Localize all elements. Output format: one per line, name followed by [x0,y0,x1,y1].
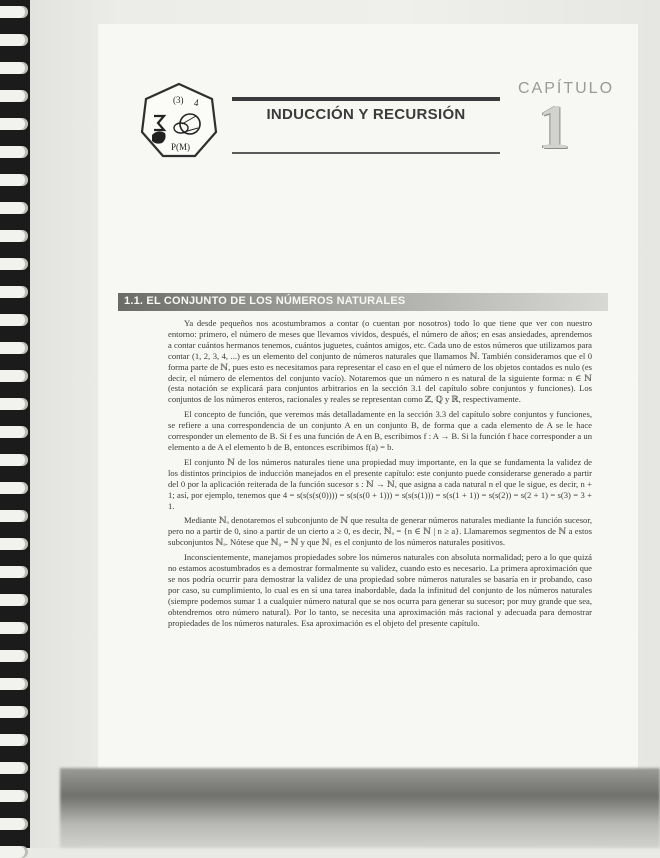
binding-hole [0,622,28,634]
binding-hole [0,650,28,662]
binding-hole [0,762,28,774]
binding-hole [0,594,28,606]
binding-hole [0,790,28,802]
binding-hole [0,510,28,522]
emblem-text-2: 4 [194,98,199,108]
paragraph: Inconscientemente, manejamos propiedades sobre los números naturales con absoluta normalidad; pero a lo que quizá no estamos acostumbrados es a demostrar formalmente su validez, cuando esto es necesario. La primera aproximación que se nos podría ocurrir para demostrar la validez de una propiedad sobre números naturales se basaría en ir probando, caso por caso, su cumplimiento, lo cual es en sí una tarea inabordable, dada la infinitud del conjunto de los números naturales (siempre podemos sumar 1 a cualquier número natural que se nos ocurra para generar su sucesor; por muy grande que sea, obtendremos otro número natural). Por lo tanto, se necesita una aproximación más racional y adecuada para demostrar propiedades de los números naturales. Esa aproximación es el objeto del presente capítulo. [168,552,592,628]
binding-hole [0,426,28,438]
emblem-text-3: P(M) [171,142,191,152]
binding-hole [0,398,28,410]
body-text [168,318,592,632]
binding-hole [0,118,28,130]
title-rule-top [232,97,500,101]
paragraph: Mediante ℕₐ denotaremos el subconjunto de ℕ que resulta de generar números naturales mediante la función sucesor, pero no a partir de 0, sino a partir de un cierto a ≥ 0, es decir, ℕₐ = {n ∈ ℕ | n ≥ a}. Llamaremos segmentos de ℕ a estos subconjuntos ℕₐ. Nótese que ℕ₀ = ℕ y que ℕ₁ es el conjunto de los números naturales positivos. [168,515,592,548]
binding-hole [0,342,28,354]
binding-hole [0,286,28,298]
binding-hole [0,174,28,186]
binding-hole [0,6,28,18]
binding-hole [0,454,28,466]
binding-hole [0,62,28,74]
chapter-number: 1 [538,91,570,162]
title-rule-bottom [232,152,500,154]
binding-hole [0,146,28,158]
binding-hole [0,90,28,102]
scan-edge-shadow [60,768,660,848]
binding-hole [0,538,28,550]
binding-hole [0,482,28,494]
section-heading-bar [118,293,608,311]
chapter-emblem [140,82,218,160]
binding-hole [0,34,28,46]
paragraph: Ya desde pequeños nos acostumbramos a contar (o cuentan por nosotros) todo lo que tiene que ver con nuestro entorno: primero, el número de meses que llevamos vividos, después, el número de años; en esas ansiedades, aprendemos a contar cuántos hermanos tenemos, cuántos juguetes, cuántos amigos, etc. Cada uno de estos números que utilizamos para contar (1, 2, 3, 4, ...) es un elemento del conjunto de números naturales que llamamos ℕ. También consideramos que el 0 forma parte de ℕ, pues esto es necesitamos para representar el caso en el que el número de los objetos contados es nulo (es decir, el número de elementos del conjunto vacío). Notaremos que un número n es natural de la siguiente forma: n ∈ ℕ (esta notación se explicará para conjuntos arbitrarios en la sección 3.1 del capítulo sobre conjuntos y funciones). Los conjuntos de los números enteros, racionales y reales se representan como ℤ, ℚ y ℝ, respectivamente. [168,318,592,405]
binding-hole [0,818,28,830]
binding-hole [0,258,28,270]
binding-hole [0,706,28,718]
binding-hole [0,370,28,382]
paragraph: El conjunto ℕ de los números naturales tiene una propiedad muy importante, en la que se fundamenta la validez de los distintos principios de inducción manejados en el presente capítulo: este conjunto puede considerarse generado a partir del 0 por la aplicación reiterada de la función sucesor s : ℕ → ℕ, que asigna a cada natural n el que le sigue, es decir, n + 1; así, por ejemplo, tenemos que 4 = s(s(s(s(0)))) = s(s(s(0 + 1))) = s(s(s(1))) = s(s(1 + 1)) = s(s(2)) = s(2 + 1) = s(3) = 3 + 1. [168,456,592,511]
binding-hole [0,314,28,326]
binding-hole [0,566,28,578]
chapter-title: INDUCCIÓN Y RECURSIÓN [266,106,466,123]
chapter-label: CAPÍTULO [518,80,615,97]
binding-hole [0,734,28,746]
binding-hole [0,230,28,242]
paragraph: El concepto de función, que veremos más detalladamente en la sección 3.3 del capítulo sobre conjuntos y funciones, se refiere a una correspondencia de un conjunto A en un conjunto B, de forma que a cada elemento de A se le hace corresponder un elemento de B. Si f es una función de A en B, escribimos f : A → B. Si la función f hace corresponder a un elemento a de A el elemento b de B, entonces escribimos f(a) = b. [168,409,592,452]
spiral-binding [0,0,30,848]
binding-hole [0,678,28,690]
section-heading: 1.1. EL CONJUNTO DE LOS NÚMEROS NATURALES [124,295,406,307]
emblem-text-1: (3) [173,95,184,105]
binding-hole [0,202,28,214]
